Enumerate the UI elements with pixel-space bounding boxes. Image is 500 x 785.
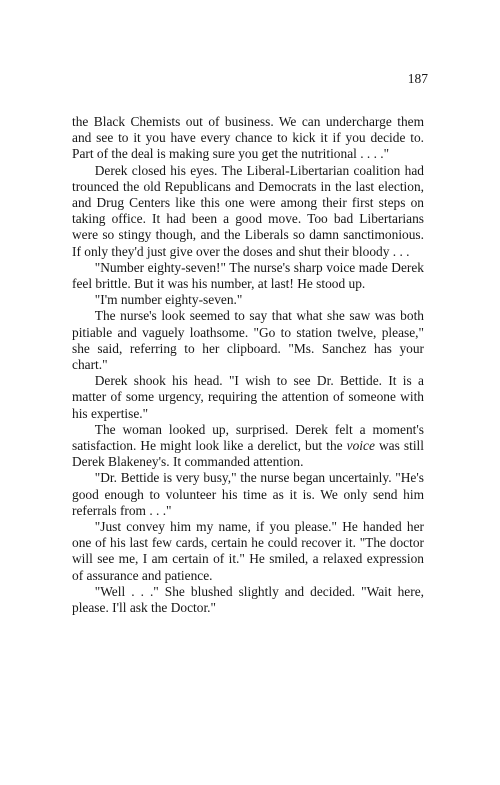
text-run: was still Derek Blakeney's. It commanded attention. <box>72 438 424 470</box>
paragraph <box>72 163 424 260</box>
emphasis-text: voice <box>346 438 375 454</box>
text-run: "I'm number eighty-seven." <box>94 292 243 308</box>
text-run: The nurse's look seemed to say that what she saw was both pitiable and vaguely loathsome. "Go to station twelve, please," she said, referring to her clipboard. "Ms. Sanchez has your chart." <box>72 308 424 373</box>
paragraph <box>72 114 424 163</box>
text-run: Derek closed his eyes. The Liberal-Libertarian coalition had trounced the old Republicans and Democrats in the last election, and Drug Centers like this one were among their first steps on taking office. It had been a good move. Too bad Libertarians were so stingy though, and the Liberals so damn sanctimonious. If only they'd just give over the doses and shut their bloody . . . <box>72 162 424 259</box>
paragraph <box>72 422 424 471</box>
text-run: "Number eighty-seven!" The nurse's sharp voice made Derek feel brittle. But it was his number, at last! He stood up. <box>72 259 424 292</box>
text-run: "Well . . ." She blushed slightly and decided. "Wait here, please. I'll ask the Doctor." <box>72 583 424 616</box>
text-run: the Black Chemists out of business. We can undercharge them and see to it you have every chance to kick it if you decide to. Part of the deal is making sure you get the nutritional . . . ." <box>72 114 424 162</box>
body-text <box>72 114 424 616</box>
paragraph <box>72 292 424 308</box>
paragraph <box>72 260 424 292</box>
paragraph <box>72 308 424 373</box>
paragraph <box>72 373 424 422</box>
page-number: 187 <box>407 71 428 86</box>
paragraph <box>72 519 424 584</box>
text-run: "Dr. Bettide is very busy," the nurse began uncertainly. "He's good enough to volunteer his time as it is. We only send him referrals from . . ." <box>72 470 424 518</box>
paragraph <box>72 584 424 616</box>
text-run: Derek shook his head. "I wish to see Dr. Bettide. It is a matter of some urgency, requiring the attention of someone with his expertise." <box>72 373 424 421</box>
text-run: The woman looked up, surprised. Derek felt a moment's satisfaction. He might look like a derelict, but the <box>72 421 424 454</box>
text-run: "Just convey him my name, if you please." He handed her one of his last few cards, certain he could recover it. "The doctor will see me, I am certain of it." He smiled, a relaxed expression of assurance and patience. <box>72 519 424 583</box>
paragraph <box>72 470 424 519</box>
